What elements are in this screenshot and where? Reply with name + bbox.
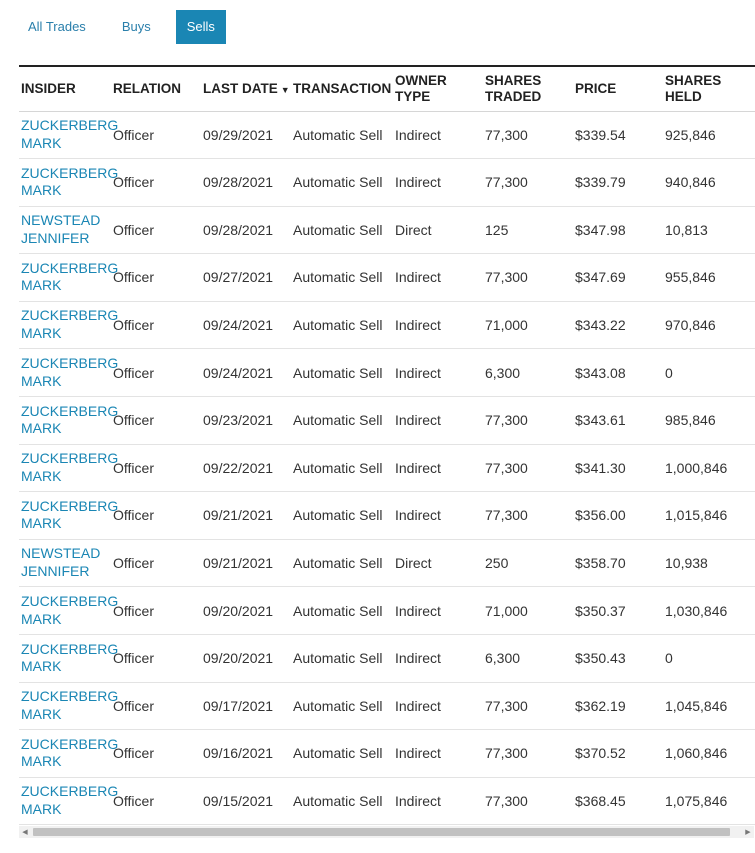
shares-traded-cell: 125: [485, 221, 509, 238]
shares-held-cell: 955,846: [665, 269, 716, 286]
owner-type-cell: Indirect: [395, 602, 441, 619]
insider-name-cell: [21, 397, 119, 444]
owner-type-cell: Indirect: [395, 412, 441, 429]
owner-type-cell: Indirect: [395, 126, 441, 143]
insider-name-cell: [21, 444, 119, 491]
insider-trades-table: [19, 65, 755, 827]
owner-type-cell: Indirect: [395, 650, 441, 667]
transaction-cell: Automatic Sell: [293, 507, 383, 524]
scroll-right-arrow-icon[interactable]: ▶: [745, 829, 751, 836]
insider-name-cell: [21, 539, 113, 586]
insider-name-link[interactable]: ZUCKERBERG MARK: [21, 164, 119, 199]
shares-traded-cell: 77,300: [485, 126, 528, 143]
shares-traded-cell: 77,300: [485, 697, 528, 714]
column-header-shares-held[interactable]: SHARES HELD: [665, 73, 722, 104]
owner-type-cell: Indirect: [395, 174, 441, 191]
transaction-cell: Automatic Sell: [293, 650, 383, 667]
column-header-price[interactable]: PRICE: [575, 81, 617, 96]
price-cell: $343.08: [575, 364, 626, 381]
table-row: [19, 635, 755, 683]
table-row: [19, 444, 755, 492]
shares-traded-cell: 77,300: [485, 269, 528, 286]
date-cell: 09/23/2021: [203, 412, 274, 429]
date-cell: 09/28/2021: [203, 174, 274, 191]
table-row: [19, 301, 755, 349]
date-cell: 09/28/2021: [203, 221, 274, 238]
insider-name-link[interactable]: ZUCKERBERG MARK: [21, 450, 119, 484]
table-row: [19, 539, 755, 587]
shares-held-cell: 1,045,846: [665, 697, 728, 714]
transaction-cell: Automatic Sell: [293, 364, 383, 381]
date-cell: 09/24/2021: [203, 316, 274, 333]
relation-cell: Officer: [113, 459, 154, 476]
shares-held-cell: 1,075,846: [665, 792, 728, 809]
table-row: [19, 587, 755, 635]
insider-name-link[interactable]: ZUCKERBERG MARK: [21, 117, 119, 151]
insider-name-cell: [21, 635, 119, 682]
relation-cell: Officer: [113, 126, 154, 143]
table-row: [19, 206, 755, 254]
insider-name-cell: [21, 206, 113, 253]
shares-held-cell: 10,938: [665, 554, 708, 571]
relation-cell: Officer: [113, 364, 154, 381]
transaction-cell: Automatic Sell: [293, 316, 383, 333]
date-cell: 09/17/2021: [203, 697, 274, 714]
shares-held-cell: 940,846: [665, 174, 716, 191]
table-row: [19, 492, 755, 540]
insider-name-cell: [21, 587, 119, 634]
table-row: [19, 730, 755, 778]
relation-cell: Officer: [113, 650, 154, 667]
insider-name-cell: [21, 730, 119, 777]
insider-name-cell: [21, 111, 119, 158]
table-row: [19, 682, 755, 730]
shares-held-cell: 1,060,846: [665, 745, 728, 762]
table-row: [19, 777, 755, 825]
shares-traded-cell: 250: [485, 554, 509, 571]
column-header-shares-traded[interactable]: SHARES TRADED: [485, 73, 542, 104]
shares-traded-cell: 77,300: [485, 459, 528, 476]
shares-held-cell: 0: [665, 364, 673, 381]
shares-held-cell: 1,000,846: [665, 459, 728, 476]
insider-name-cell: [21, 254, 119, 301]
shares-traded-cell: 71,000: [485, 316, 528, 333]
price-cell: $347.98: [575, 221, 626, 238]
transaction-cell: Automatic Sell: [293, 269, 383, 286]
date-cell: 09/20/2021: [203, 602, 274, 619]
owner-type-cell: Indirect: [395, 269, 441, 286]
transaction-cell: Automatic Sell: [293, 697, 383, 714]
insider-name-cell: [21, 682, 119, 729]
date-cell: 09/24/2021: [203, 364, 274, 381]
relation-cell: Officer: [113, 745, 154, 762]
owner-type-cell: Direct: [395, 221, 432, 238]
insider-name-cell: [21, 777, 119, 824]
transaction-cell: Automatic Sell: [293, 745, 383, 762]
transaction-cell: Automatic Sell: [293, 221, 383, 238]
tab-all-trades[interactable]: All Trades: [28, 19, 86, 34]
table-row: [19, 349, 755, 397]
insider-name-link[interactable]: ZUCKERBERG MARK: [21, 497, 119, 532]
date-cell: 09/27/2021: [203, 269, 274, 286]
insider-name-link[interactable]: ZUCKERBERG MARK: [21, 355, 119, 389]
date-cell: 09/16/2021: [203, 745, 274, 762]
price-cell: $362.19: [575, 697, 626, 714]
owner-type-cell: Direct: [395, 554, 432, 571]
price-cell: $343.61: [575, 412, 626, 429]
horizontal-scrollbar[interactable]: [19, 826, 754, 838]
insider-name-link[interactable]: ZUCKERBERG MARK: [21, 402, 119, 437]
date-cell: 09/29/2021: [203, 126, 274, 143]
insider-name-cell: [21, 159, 119, 206]
insider-name-link[interactable]: ZUCKERBERG MARK: [21, 783, 119, 817]
shares-held-cell: 925,846: [665, 126, 716, 143]
date-cell: 09/22/2021: [203, 459, 274, 476]
owner-type-cell: Indirect: [395, 697, 441, 714]
shares-held-cell: 1,015,846: [665, 507, 728, 524]
column-header-relation[interactable]: RELATION: [113, 81, 181, 96]
shares-traded-cell: 77,300: [485, 174, 528, 191]
relation-cell: Officer: [113, 316, 154, 333]
insider-name-link[interactable]: ZUCKERBERG MARK: [21, 640, 119, 675]
date-cell: 09/21/2021: [203, 507, 274, 524]
tab-sells[interactable]: Sells: [176, 10, 226, 44]
transaction-cell: Automatic Sell: [293, 554, 383, 571]
relation-cell: Officer: [113, 269, 154, 286]
relation-cell: Officer: [113, 602, 154, 619]
transaction-cell: Automatic Sell: [293, 602, 383, 619]
price-cell: $341.30: [575, 459, 626, 476]
owner-type-cell: Indirect: [395, 507, 441, 524]
shares-held-cell: 1,030,846: [665, 602, 728, 619]
owner-type-cell: Indirect: [395, 316, 441, 333]
price-cell: $343.22: [575, 316, 626, 333]
price-cell: $356.00: [575, 507, 626, 524]
column-header-insider[interactable]: INSIDER: [21, 81, 76, 96]
relation-cell: Officer: [113, 412, 154, 429]
price-cell: $368.45: [575, 792, 626, 809]
relation-cell: Officer: [113, 554, 154, 571]
shares-traded-cell: 77,300: [485, 745, 528, 762]
relation-cell: Officer: [113, 792, 154, 809]
shares-traded-cell: 71,000: [485, 602, 528, 619]
table-header-row: [19, 67, 755, 112]
shares-traded-cell: 77,300: [485, 412, 528, 429]
insider-name-link[interactable]: NEWSTEAD JENNIFER: [21, 545, 101, 579]
shares-held-cell: 0: [665, 650, 673, 667]
owner-type-cell: Indirect: [395, 459, 441, 476]
price-cell: $347.69: [575, 269, 626, 286]
owner-type-cell: Indirect: [395, 792, 441, 809]
shares-traded-cell: 6,300: [485, 364, 521, 381]
column-header-last-date[interactable]: [203, 67, 293, 111]
price-cell: $339.54: [575, 126, 626, 143]
scroll-left-arrow-icon[interactable]: ◀: [22, 829, 28, 836]
shares-held-cell: 970,846: [665, 316, 716, 333]
price-cell: $370.52: [575, 745, 626, 762]
relation-cell: Officer: [113, 697, 154, 714]
transaction-cell: Automatic Sell: [293, 792, 383, 809]
caret-down-icon: ▼: [280, 85, 290, 95]
price-cell: $350.37: [575, 602, 626, 619]
price-cell: $339.79: [575, 174, 626, 191]
date-cell: 09/15/2021: [203, 792, 274, 809]
column-header-owner-type[interactable]: OWNER TYPE: [395, 73, 447, 104]
insider-name-link[interactable]: NEWSTEAD JENNIFER: [21, 212, 101, 246]
shares-traded-cell: 77,300: [485, 792, 528, 809]
owner-type-cell: Indirect: [395, 364, 441, 381]
insider-name-cell: [21, 492, 119, 539]
table-row: [19, 254, 755, 302]
tab-buys[interactable]: Buys: [121, 19, 151, 34]
shares-held-cell: 10,813: [665, 221, 708, 238]
relation-cell: Officer: [113, 174, 154, 191]
price-cell: $350.43: [575, 650, 626, 667]
relation-cell: Officer: [113, 221, 154, 238]
insider-name-link[interactable]: ZUCKERBERG MARK: [21, 307, 119, 341]
insider-name-link[interactable]: ZUCKERBERG MARK: [21, 259, 119, 294]
date-cell: 09/21/2021: [203, 554, 274, 571]
transaction-cell: Automatic Sell: [293, 412, 383, 429]
trade-filter-tabs: [17, 10, 226, 44]
transaction-cell: Automatic Sell: [293, 174, 383, 191]
insider-name-link[interactable]: ZUCKERBERG MARK: [21, 688, 119, 722]
table-row: [19, 159, 755, 207]
column-header-transaction[interactable]: TRANSACTION: [293, 81, 392, 96]
insider-name-cell: [21, 301, 119, 348]
table-row: [19, 397, 755, 445]
insider-name-cell: [21, 349, 119, 396]
shares-traded-cell: 6,300: [485, 650, 521, 667]
transaction-cell: Automatic Sell: [293, 459, 383, 476]
date-cell: 09/20/2021: [203, 650, 274, 667]
column-header-last-date-label: LAST DATE: [203, 81, 278, 96]
shares-traded-cell: 77,300: [485, 507, 528, 524]
price-cell: $358.70: [575, 554, 626, 571]
table-row: [19, 111, 755, 159]
insider-name-link[interactable]: ZUCKERBERG MARK: [21, 735, 119, 770]
insider-name-link[interactable]: ZUCKERBERG MARK: [21, 593, 119, 627]
transaction-cell: Automatic Sell: [293, 126, 383, 143]
scrollbar-thumb[interactable]: [33, 828, 730, 836]
relation-cell: Officer: [113, 507, 154, 524]
shares-held-cell: 985,846: [665, 412, 716, 429]
owner-type-cell: Indirect: [395, 745, 441, 762]
